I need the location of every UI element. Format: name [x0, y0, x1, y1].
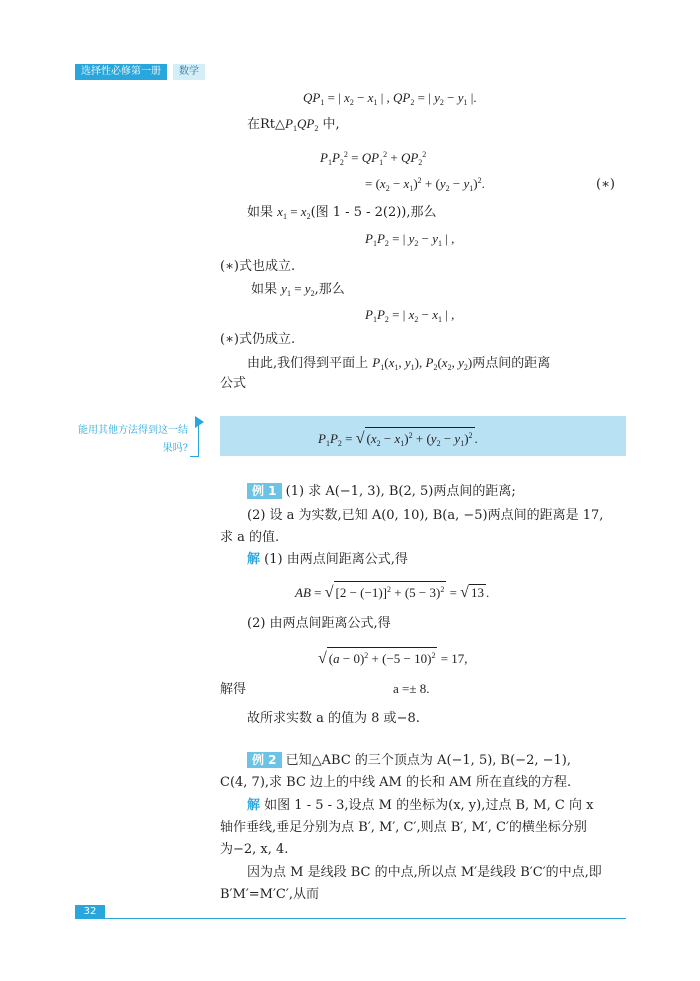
example2-s5: B′M′=M′C′,从而	[220, 887, 319, 902]
example1-a-formula: √ $(a - 0)^2 + (-5 - 10)^2 = 17$,	[318, 647, 468, 668]
example2-s3: 为−2, x, 4.	[220, 842, 289, 857]
example1-ab-formula: AB = √ $[2 - (-1)]^2 + (5 - 3)^2$ = √ 13 .	[295, 581, 489, 602]
formula-pythagoras: $P_1P_2^2 = QP_1^2 + QP_2^2$	[320, 150, 427, 167]
example1-s1: 解 (1) 由两点间距离公式,得	[247, 552, 408, 567]
example1-jiede: 解得	[220, 682, 247, 697]
text-conclusion-end: 公式	[220, 376, 247, 391]
example1-final: 故所求实数 a 的值为 8 或−8.	[247, 711, 420, 726]
side-note: 能用其他方法得到这一结果吗?	[78, 425, 188, 454]
example1-label: 例 1	[247, 483, 282, 499]
example1-q2: (2) 设 a 为实数,已知 A(0, 10), B(a, −5)两点间的距离是 17,	[247, 508, 604, 523]
example2-q1: 例 2 已知△ABC 的三个顶点为 A(−1, 5), B(−2, −1),	[247, 752, 571, 770]
text-in-triangle: 在$Rt\triangle P_1QP_2$ 中,	[247, 116, 340, 133]
header-book-title: 选择性必修第一册	[75, 64, 167, 80]
footer-line	[75, 918, 626, 919]
example2-s4: 因为点 M 是线段 BC 的中点,所以点 M′是线段 B′C′的中点,即	[247, 865, 602, 880]
example1-q2b: 求 a 的值.	[220, 530, 280, 545]
example2-s1: 解 如图 1 - 5 - 3,设点 M 的坐标为(x, y),过点 B, M, C 向 x	[247, 798, 594, 813]
star-mark: (∗)	[596, 177, 615, 192]
header-subject: 数学	[173, 64, 205, 80]
formula-qp: $QP_1$ = | $x_2 - x_1$ | , $QP_2$ = | $y_2 - y_1$ |.	[303, 90, 477, 107]
formula-expanded: = $(x_2 - x_1)^2 + (y_2 - y_1)^2$.	[365, 176, 485, 193]
text-star-still: (∗)式仍成立.	[220, 332, 296, 347]
text-if-x: 如果 $x_1 = x_2$(图 1 - 5 - 2(2)),那么	[247, 204, 437, 221]
example2-q2: C(4, 7),求 BC 边上的中线 AM 的长和 AM 所在直线的方程.	[220, 775, 572, 790]
text-star-holds: (∗)式也成立.	[220, 259, 296, 274]
example1-q1: 例 1 (1) 求 A(−1, 3), B(2, 5)两点间的距离;	[247, 483, 516, 501]
page-number: 32	[75, 905, 105, 919]
example1-result: a =± 8.	[393, 681, 430, 696]
text-conclusion: 由此,我们得到平面上 $P_1(x_1$, $y_1$), $P_2(x_2$, $y_2$)两点间的距离	[247, 355, 551, 372]
example2-solution-label: 解	[247, 798, 261, 813]
example2-s2: 轴作垂线,垂足分别为点 B′, M′, C′,则点 B′, M′, C′的横坐标分别	[220, 820, 587, 835]
text-if-y: 如果 $y_1 = y_2$,那么	[251, 281, 345, 298]
example1-s2: (2) 由两点间距离公式,得	[247, 616, 391, 631]
formula-horizontal: $P_1P_2$ = | $x_2 - x_1$ | ,	[365, 307, 455, 324]
distance-formula: $P_1P_2$ = √ $(x_2 - x_1)^2 + (y_2 - y_1)^2$ .	[318, 427, 478, 451]
side-note-arrow-icon	[195, 416, 204, 428]
example1-solution-label: 解	[247, 552, 261, 567]
example2-label: 例 2	[247, 752, 282, 768]
formula-vertical: $P_1P_2$ = | $y_2 - y_1$ | ,	[365, 231, 455, 248]
